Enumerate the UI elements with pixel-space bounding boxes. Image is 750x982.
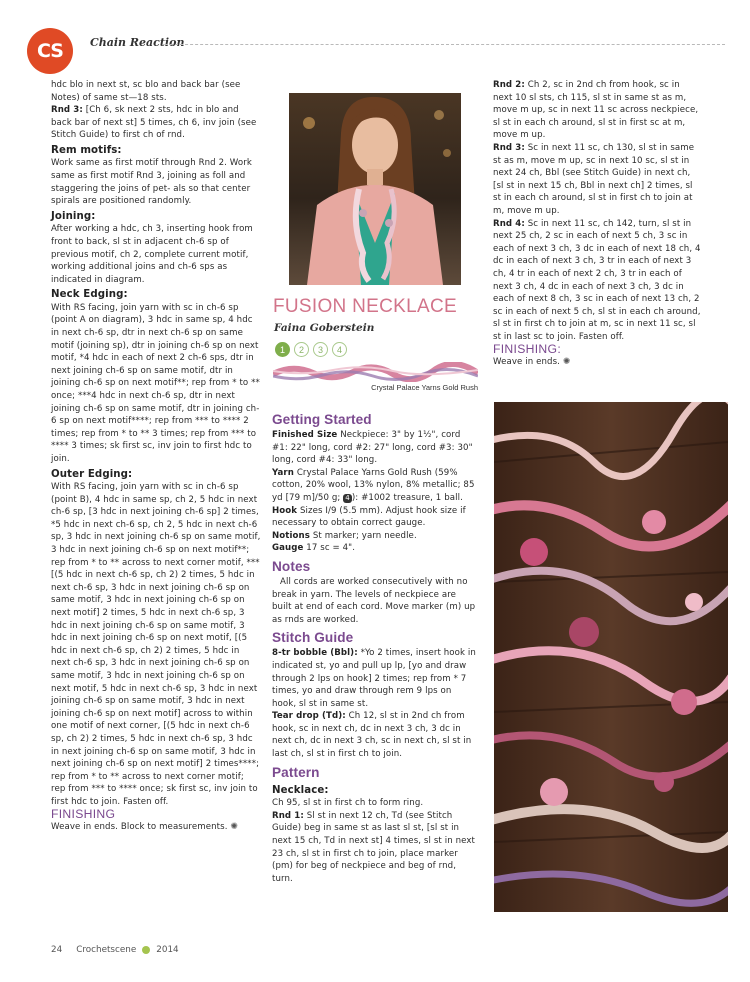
rem-motifs-heading: Rem motifs: [51,144,122,156]
finished-size-text: Neckpiece: 3" by 1½", cord #1: 22" long, cord #2: 27" long, cord #3: 30" long, cord #4: 33" long. [272,430,473,466]
notions-text: St marker; yarn needle. [310,530,417,541]
notions-label: Notions [272,530,310,541]
pattern-heading: Pattern [272,764,320,780]
rnd2-text: Ch 2, sc in 2nd ch from hook, sc in next 10 sl sts, ch 115, sl st in same st as m, move m up, sc in next 11 sc across neckpiece, sl st in each ch around, sl st in first sc at m, move m up. [493,80,699,141]
rnd3-paragraph [51,104,261,142]
stitch-guide-heading: Stitch Guide [272,630,354,646]
rnd1-label: Rnd 1: [272,810,304,821]
magazine-name: Crochetscene [76,945,137,955]
model-photo [289,93,461,285]
yarn-swatch-image [273,362,478,382]
rnd4-paragraph [493,218,701,344]
getting-started-heading: Getting Started [272,412,372,427]
necklace-heading: Necklace: [272,784,329,796]
section-title: Chain Reaction [90,36,185,49]
yarn-info [272,467,478,505]
skill-level-1: 1 [275,342,290,357]
rnd3-text: [Ch 6, sk next 2 sts, hdc in blo and back bar of next st] 5 times, ch 6, inv join (see Stitch Guide) to first ch of rnd. [51,105,257,141]
rnd1-paragraph [272,810,478,886]
hook-label: Hook [272,505,298,516]
yarn-caption: Crystal Palace Yarns Gold Rush [371,383,478,392]
column-3 [493,79,701,369]
cs-logo-badge: CS [27,28,73,74]
yarn-text: Crystal Palace Yarns Gold Rush (59% cotton, 20% wool, 13% nylon, 8% metallic; 85 yd [79 m]/50 g; [272,467,475,503]
issue-year: 2014 [156,945,179,955]
end-mark-icon: ✺ [230,822,239,833]
neck-edging-text: With RS facing, join yarn with sc in ch-6 sp (point A on diagram), 3 hdc in same sp, 4 hdc in next ch-6 sp, dtr in next ch-6 sp on same motif (joining sp), dtr in joining ch-6 sp on next motif, *4 hdc in each of next 2 ch-6 sps, dtr in next joining ch-6 sp on same motif, dtr in joining ch-6 sp on next motif**; rep from * to ** once; ***4 hdc in next ch-6 sp, dtr in next joining ch-6 sp on same motif, dtr in joining ch-6 sp on next motif****; rep from *** to **** 2 times; rep from * to ** 3 times; rep from *** to **** 3 times; sk first sc, inv join to first hdc to join. [51,302,260,464]
finished-size-label: Finished Size [272,430,338,440]
finishing-body-col3: Weave in ends. [493,357,561,368]
finishing-body: Weave in ends. Block to measurements. [51,822,228,833]
rnd1-text: Sl st in next 12 ch, Td (see Stitch Guide) beg in same st as last sl st, [sl st in next 15 ch, Td in next st] 4 times, sl st in next 23 ch, sl st in first ch to join, place marker (pm) for beg of neckpiece and beg of rnd, turn. [272,810,476,884]
finishing-heading-col3: FINISHING: [493,342,562,357]
rnd2-label: Rnd 2: [493,80,525,90]
bobble-text: *Yo 2 times, insert hook in indicated st, yo and pull up lp, [yo and draw through 2 lps on hook] 2 times; rep from * 7 times, yo and draw through rem 9 lps on hook, sl st in same st. [272,648,476,709]
tear-drop-text: Ch 12, sl st in 2nd ch from hook, sc in next ch, dc in next 3 ch, 3 dc in next ch, dc in next 3 ch, sc in next ch, sl st in last ch, sl st in first ch to join. [272,711,472,760]
finishing-heading: FINISHING [51,807,116,822]
finishing-text-col3 [493,356,701,369]
tear-drop-label: Tear drop (Td): [272,711,346,722]
joining-text: After working a hdc, ch 3, inserting hook from front to back, sl st in adjacent ch-6 sp of previous motif, ch 2, complete current motif, working additional joins and ch-6 sps as indicated in diagram. [51,224,253,285]
rnd3-label-col3: Rnd 3: [493,142,525,153]
column-2 [272,408,478,885]
outer-edging-heading: Outer Edging: [51,468,133,480]
rnd3-paragraph-col3 [493,142,701,218]
gauge-info [272,542,478,555]
hook-info [272,505,478,530]
yarn-text-end: ): #1002 treasure, 1 ball. [351,492,463,503]
page-footer [51,945,179,955]
yarn-label: Yarn [272,467,294,478]
end-mark-icon: ✺ [562,357,571,368]
gauge-text: 17 sc = 4". [303,543,356,554]
bobble-label: 8-tr bobble (Bbl): [272,648,358,659]
bobble-definition [272,647,478,710]
joining-heading: Joining: [51,210,96,222]
rem-motifs-text: Work same as first motif through Rnd 2. Work same as first motif Rnd 3, joining as foll and staggering the joins of pet- als so that center spirals are positioned randomly. [51,158,252,207]
hook-text: Sizes I/9 (5.5 mm). Adjust hook size if necessary to obtain correct gauge. [272,505,466,529]
notes-heading: Notes [272,558,311,574]
designer-name: Faina Goberstein [274,322,375,334]
rnd2-paragraph [493,79,701,142]
finishing-text [51,821,261,834]
tear-drop-definition [272,710,478,760]
gauge-label: Gauge [272,543,304,554]
neck-edging-heading: Neck Edging: [51,289,128,301]
necklace-text: Ch 95, sl st in first ch to form ring. [272,798,424,809]
rnd3-label: Rnd 3: [51,105,83,116]
skill-level-3: 3 [313,342,328,357]
column-1 [51,79,261,834]
outer-edging-text: With RS facing, join yarn with sc in ch-6 sp (point B), 4 hdc in same sp, ch 2, 5 hdc in next ch-6 sp, [3 hdc in next joining ch-6 sp] 2 times, *5 hdc in next ch-6 sp, ch 2, 5 hdc in next ch-6 sp, 3 hdc in next joining ch-6 sp on same motif, 3 hdc in next joining ch-6 sp on next motif**; rep from * to ** across to next corner motif, ***[(5 hdc in next ch-6 sp, ch 2) 2 times, 5 hdc in next ch-6 sp, 3 hdc in next joining ch-6 sp on same motif, 3 hdc in next joining ch-6 sp on next motif] 2 times, 5 hdc in next ch-6 sp, 3 hdc in next joining ch-6 sp on same motif, 3 hdc in next joining ch-6 sp on next motif, [(5 hdc in next ch-6 sp, ch 2) 2 times, 5 hdc in next ch-6 sp, 3 hdc in next joining ch-6 sp on same motif, 3 hdc in next joining ch-6 sp on next motif, 5 hdc in next ch-6 sp, 3 hdc in next joining ch-6 sp on same motif, 3 hdc in next joining ch-6 sp on next motif] across to within one motif of next corner, [(5 hdc in next ch-6 sp, ch 2) 2 times, 5 hdc in next ch-6 sp, 3 hdc in next joining ch-6 sp on same motif, 3 hdc in next joining ch-6 sp on next motif] 2 times****; rep from * to ** across to next corner motif; rep from *** to **** once; sk first sc, inv join to first hdc to join. Fasten off. [51,482,261,807]
notions-info [272,530,478,543]
rnd3-text-col3: Sc in next 11 sc, ch 130, sl st in same st as m, move m up, sc in next 10 sc, sl st in next 24 ch, Bbl (see Stitch Guide) in next ch, [sl st in next 15 ch, Bbl in next ch] 2 times, sl st in each ch around, sl st in first ch to join at m, move m up. [493,142,695,216]
skill-level-2: 2 [294,342,309,357]
notes-text: All cords are worked consecutively with no break in yarn. The levels of neckpiece are built at end of each cord. Move marker (m) up as rnds are worked. [272,576,476,625]
rnd4-label: Rnd 4: [493,218,525,229]
necklace-detail-photo [494,402,728,912]
rnd4-text: Sc in next 11 sc, ch 142, turn, sl st in next 25 ch, 2 sc in each of next 5 ch, 3 sc in each of next 3 ch, 3 dc in each of next 18 ch, 4 dc in each of next 3 ch, 3 tr in each of next 3 ch, 4 tr in each of next 2 ch, 3 tr in each of next 3 ch, 4 dc in each of next 3 ch, 3 dc in each of next 8 ch, 3 sc in each of next 13 ch, 2 sc in each of next 5 ch, sl st in each ch around, sl st in first ch to join at m, sc in next 11 sc, sl st in last sc to join. Fasten off. [493,218,701,342]
skill-level-indicator [275,342,347,357]
model-illustration [289,93,461,285]
header-divider [165,44,725,45]
pattern-title: FUSION NECKLACE [273,296,457,317]
intro-text: hdc blo in next st, sc blo and back bar (see Notes) of same st—18 sts. [51,80,241,103]
finished-size [272,429,478,467]
skill-level-4: 4 [332,342,347,357]
yarn-weight-icon: 4 [345,493,350,502]
page-number: 24 [51,945,63,955]
footer-dot-icon [142,946,150,954]
